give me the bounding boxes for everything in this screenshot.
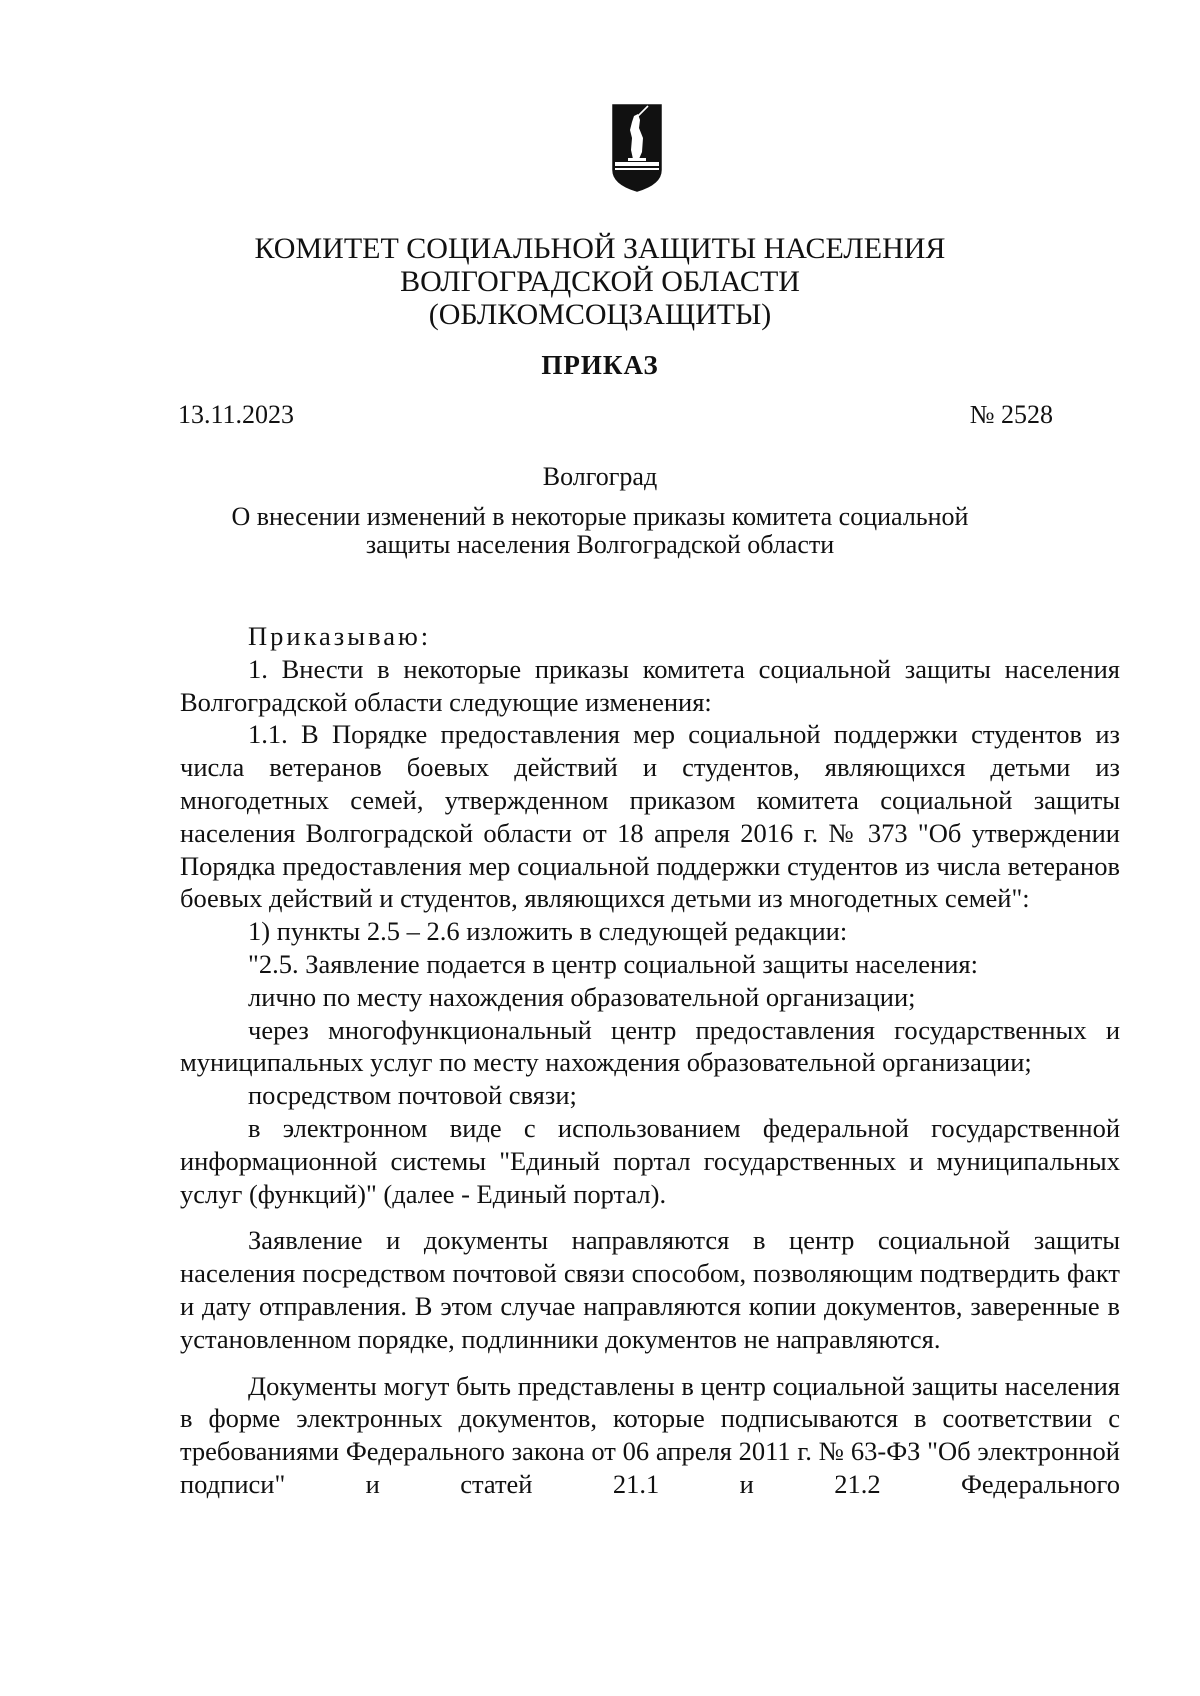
- paragraph-mfc: через многофункциональный центр предоставления государственных и муниципальных услуг по месту нахождения образовательной организации;: [180, 1014, 1120, 1078]
- paragraph-1: 1. Внести в некоторые приказы комитета социальной защиты населения Волгоградской области следующие изменения:: [180, 653, 1120, 717]
- document-city: Волгоград: [542, 462, 658, 491]
- paragraph-item-1: 1) пункты 2.5 – 2.6 изложить в следующей редакции:: [248, 916, 848, 947]
- coat-of-arms-emblem: [612, 104, 662, 192]
- org-line-1: КОМИТЕТ СОЦИАЛЬНОЙ ЗАЩИТЫ НАСЕЛЕНИЯ: [254, 232, 946, 265]
- paragraph-postal: посредством почтовой связи;: [248, 1080, 577, 1111]
- document-subject: О внесении изменений в некоторые приказы комитета социальной защиты населения Волгоградской области: [231, 502, 969, 559]
- organization-name: [0, 232, 1200, 331]
- document-type-title: ПРИКАЗ: [541, 350, 659, 380]
- paragraph-electronic: в электронном виде с использованием федеральной государственной информационной системы "Единый портал государственных и муниципальных услуг (функций)" (далее - Единый портал).: [180, 1112, 1120, 1209]
- document-body: [180, 620, 1120, 1501]
- paragraph-in-person: лично по месту нахождения образовательной организации;: [248, 981, 916, 1012]
- document-date: 13.11.2023: [178, 400, 295, 429]
- org-line-3: (ОБЛКОМСОЦЗАЩИТЫ): [428, 298, 772, 331]
- paragraph-electronic-documents: Документы могут быть представлены в центр социальной защиты населения в форме электронных документов, которые подписываются в соответствии с требованиями Федерального закона от 06 апреля 2011 г. № 63-ФЗ "Об электронной подписи" и статей 21.1 и 21.2 Федерального: [180, 1370, 1120, 1499]
- paragraph-order-intro: Приказываю:: [248, 621, 432, 651]
- document-number: № 2528: [969, 400, 1053, 429]
- paragraph-1-1: 1.1. В Порядке предоставления мер социальной поддержки студентов из числа ветеранов боевых действий и студентов, являющихся детьми из многодетных семей, утвержденном приказом комитета социальной защиты населения Волгоградской области от 18 апреля 2016 г. № 373 "Об утверждении Порядка предоставления мер социальной поддержки студентов из числа ветеранов боевых действий и студентов, являющихся детьми из многодетных семей":: [180, 719, 1120, 914]
- org-line-2: ВОЛГОГРАДСКОЙ ОБЛАСТИ: [400, 265, 800, 298]
- paragraph-2-5: "2.5. Заявление подается в центр социальной защиты населения:: [248, 948, 978, 979]
- paragraph-postal-documents: Заявление и документы направляются в центр социальной защиты населения посредством почтовой связи способом, позволяющим подтвердить факт и дату отправления. В этом случае направляются копии документов, заверенные в установленном порядке, подлинники документов не направляются.: [180, 1225, 1120, 1354]
